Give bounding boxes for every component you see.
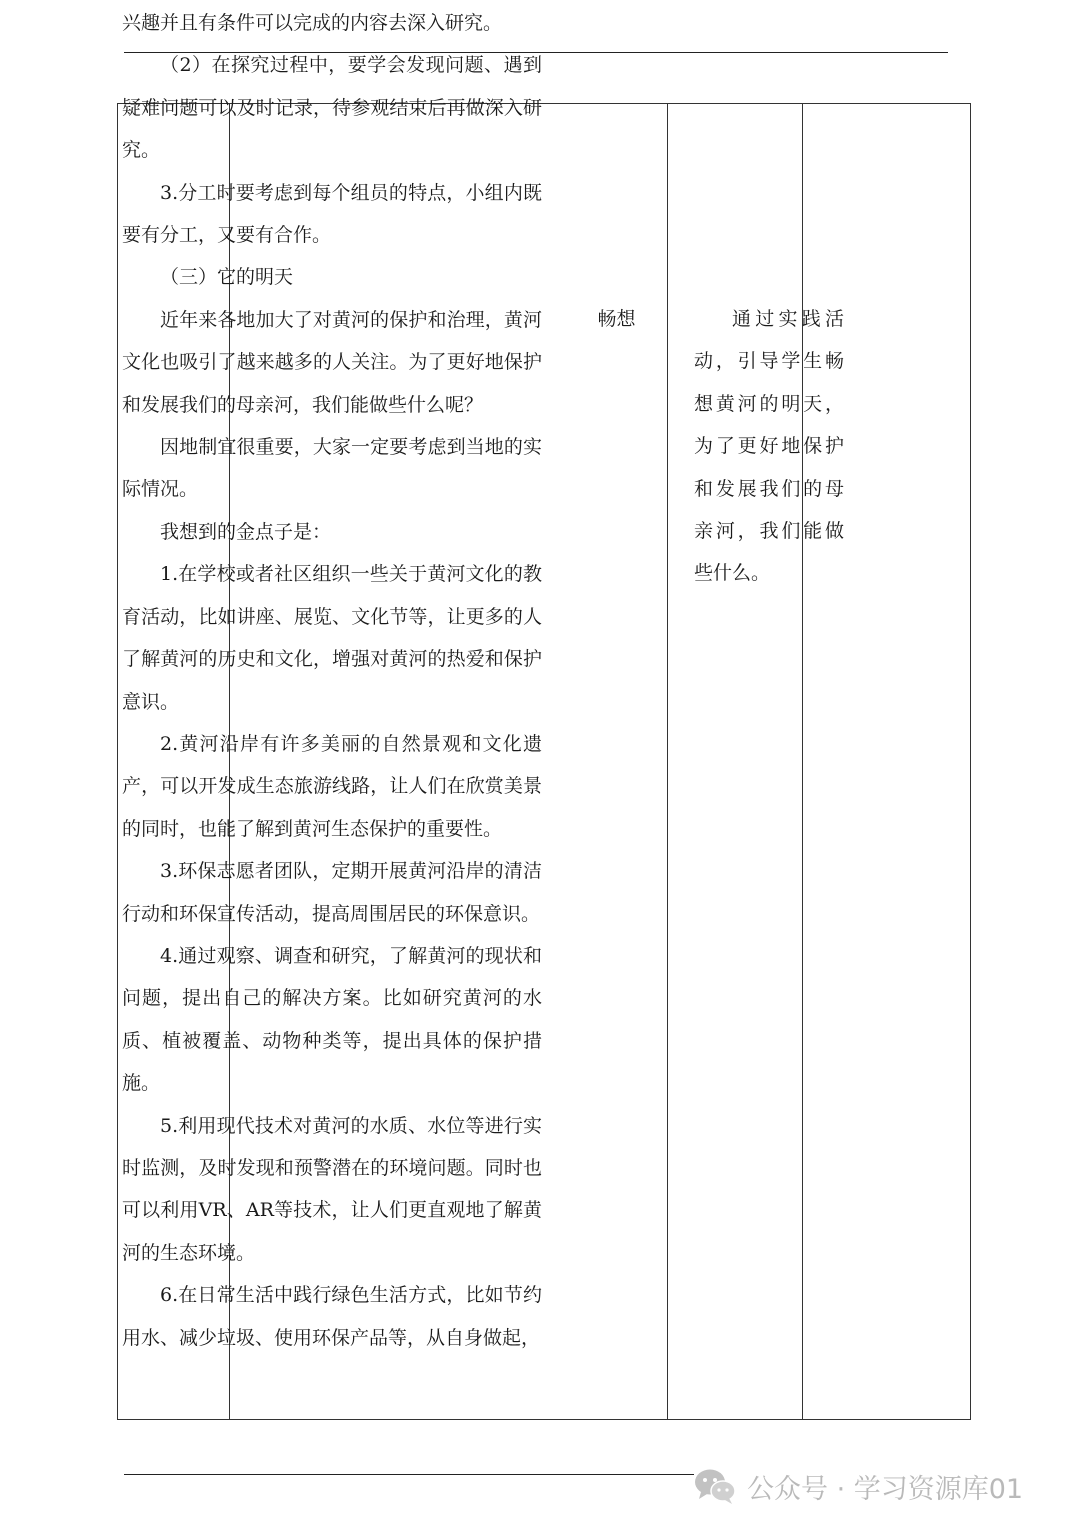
idea-item: 4.通过观察、调查和研究，了解黄河的现状和问题，提出自己的解决方案。比如研究黄河的水质、植被覆盖、动物种类等，提出具体的保护措施。	[122, 944, 542, 1095]
wechat-icon	[693, 1466, 737, 1506]
teaching-content-cell	[122, 2, 542, 1359]
idea-item: 3.环保志愿者团队，定期开展黄河沿岸的清洁行动和环保宣传活动，提高周围居民的环保意识。	[122, 860, 542, 925]
design-purpose-text: 通过实践活动，引导学生畅想黄河的明天，为了更好地保护和发展我们的母亲河，我们能做些什么。	[694, 308, 844, 585]
idea-item: 2.黄河沿岸有许多美丽的自然景观和文化遗产，可以开发成生态旅游线路，让人们在欣赏美景的同时，也能了解到黄河生态保护的重要性。	[122, 732, 542, 840]
idea-item: 6.在日常生活中践行绿色生活方式，比如节约用水、减少垃圾、使用环保产品等，从自身做起，	[122, 1284, 542, 1349]
content-paragraph: 3.分工时要考虑到每个组员的特点，小组内既要有分工，又要有合作。	[122, 181, 542, 247]
content-paragraph: （2）在探究过程中，要学会发现问题、遇到疑难问题可以及时记录，待参观结束后再做深入研究。	[122, 54, 542, 162]
idea-item: 1.在学校或者社区组织一些关于黄河文化的教育活动，比如讲座、展览、文化节等，让更多的人了解黄河的历史和文化，增强对黄河的热爱和保护意识。	[122, 563, 542, 713]
design-purpose-cell	[694, 298, 844, 595]
footer-rule	[124, 1474, 694, 1475]
watermark-text: 公众号 · 学习资源库01	[747, 1473, 1024, 1505]
watermark	[693, 1462, 1023, 1510]
student-activity-cell: 畅想	[597, 308, 636, 330]
section-heading: （三）它的明天	[160, 266, 294, 289]
content-paragraph: 兴趣并且有条件可以完成的内容去深入研究。	[122, 12, 503, 34]
content-paragraph: 因地制宜很重要，大家一定要考虑到当地的实际情况。	[122, 436, 542, 501]
content-paragraph: 近年来各地加大了对黄河的保护和治理，黄河文化也吸引了越来越多的人关注。为了更好地保护和发展我们的母亲河，我们能做些什么呢？	[122, 308, 542, 416]
idea-item: 5.利用现代技术对黄河的水质、水位等进行实时监测，及时发现和预警潜在的环境问题。同时也可以利用VR、AR等技术，让人们更直观地了解黄河的生态环境。	[122, 1114, 542, 1264]
content-paragraph: 我想到的金点子是：	[160, 520, 332, 543]
